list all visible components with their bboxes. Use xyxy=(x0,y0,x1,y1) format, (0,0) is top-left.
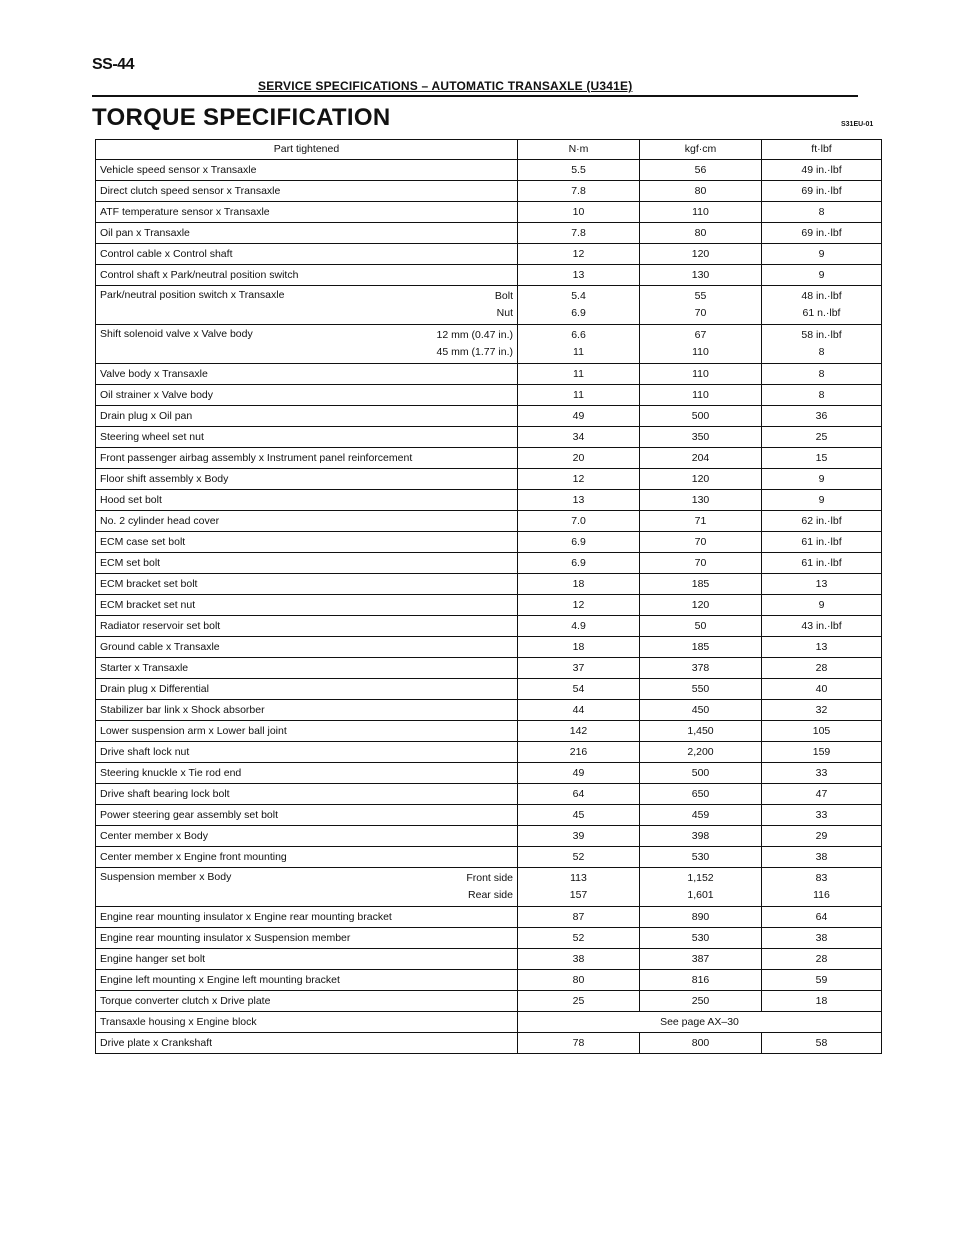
table-row xyxy=(96,511,882,532)
ft-value: 116 xyxy=(813,889,830,901)
nm-cell: 80 xyxy=(518,970,640,991)
nm-cell: 78 xyxy=(518,1033,640,1054)
kgf-cell: 185 xyxy=(640,574,762,595)
ft-cell: 38 xyxy=(762,847,882,868)
nm-value: 5.4 xyxy=(571,290,586,302)
nm-cell: 18 xyxy=(518,574,640,595)
part-variant: Rear side xyxy=(468,889,513,901)
nm-cell: 39 xyxy=(518,826,640,847)
table-row xyxy=(96,406,882,427)
ft-cell xyxy=(762,325,882,364)
torque-spec-table xyxy=(95,139,882,1054)
nm-cell: 12 xyxy=(518,244,640,265)
table-row xyxy=(96,181,882,202)
nm-value: 11 xyxy=(573,346,584,358)
part-cell: Stabilizer bar link x Shock absorber xyxy=(96,700,518,721)
running-head: SERVICE SPECIFICATIONS – AUTOMATIC TRANSAXLE (U341E) xyxy=(258,79,633,93)
table-row xyxy=(96,1012,882,1033)
table-row xyxy=(96,595,882,616)
kgf-cell: 56 xyxy=(640,160,762,181)
nm-cell: 44 xyxy=(518,700,640,721)
header-ft: ft·lbf xyxy=(762,140,882,160)
part-cell: Radiator reservoir set bolt xyxy=(96,616,518,637)
part-cell: Drive shaft lock nut xyxy=(96,742,518,763)
ft-cell: 28 xyxy=(762,658,882,679)
kgf-cell: 530 xyxy=(640,928,762,949)
see-reference-cell: See page AX–30 xyxy=(518,1012,882,1033)
table-row xyxy=(96,679,882,700)
nm-cell: 13 xyxy=(518,490,640,511)
kgf-cell: 378 xyxy=(640,658,762,679)
part-cell: Valve body x Transaxle xyxy=(96,364,518,385)
nm-cell: 54 xyxy=(518,679,640,700)
ft-cell: 29 xyxy=(762,826,882,847)
part-cell: ATF temperature sensor x Transaxle xyxy=(96,202,518,223)
part-cell: Torque converter clutch x Drive plate xyxy=(96,991,518,1012)
ft-cell: 40 xyxy=(762,679,882,700)
nm-cell: 38 xyxy=(518,949,640,970)
table-header-row xyxy=(96,140,882,160)
ft-cell: 38 xyxy=(762,928,882,949)
ft-cell: 15 xyxy=(762,448,882,469)
part-cell: Front passenger airbag assembly x Instrument panel reinforcement xyxy=(96,448,518,469)
part-cell: Oil pan x Transaxle xyxy=(96,223,518,244)
kgf-cell: 130 xyxy=(640,265,762,286)
part-cell: Steering wheel set nut xyxy=(96,427,518,448)
table-row xyxy=(96,721,882,742)
part-cell: Direct clutch speed sensor x Transaxle xyxy=(96,181,518,202)
kgf-cell: 530 xyxy=(640,847,762,868)
part-name: Suspension member x Body xyxy=(100,871,232,883)
part-cell: Floor shift assembly x Body xyxy=(96,469,518,490)
nm-cell: 7.8 xyxy=(518,181,640,202)
part-cell: Power steering gear assembly set bolt xyxy=(96,805,518,826)
part-cell: Control shaft x Park/neutral position switch xyxy=(96,265,518,286)
nm-cell: 20 xyxy=(518,448,640,469)
table-row xyxy=(96,949,882,970)
header-kgf: kgf·cm xyxy=(640,140,762,160)
ft-cell: 61 in.·lbf xyxy=(762,532,882,553)
kgf-cell: 70 xyxy=(640,553,762,574)
table-row xyxy=(96,202,882,223)
part-cell: No. 2 cylinder head cover xyxy=(96,511,518,532)
table-row xyxy=(96,385,882,406)
kgf-value: 70 xyxy=(694,307,707,319)
kgf-cell: 350 xyxy=(640,427,762,448)
kgf-cell: 80 xyxy=(640,181,762,202)
ft-cell: 9 xyxy=(762,490,882,511)
nm-cell: 25 xyxy=(518,991,640,1012)
ft-cell: 25 xyxy=(762,427,882,448)
nm-cell: 11 xyxy=(518,385,640,406)
part-cell: Hood set bolt xyxy=(96,490,518,511)
header-nm: N·m xyxy=(518,140,640,160)
part-variant: Bolt xyxy=(494,290,513,302)
part-variant: 12 mm (0.47 in.) xyxy=(436,329,513,341)
part-variant: 45 mm (1.77 in.) xyxy=(436,346,513,358)
nm-value: 6.6 xyxy=(571,329,586,341)
kgf-cell: 110 xyxy=(640,202,762,223)
nm-cell xyxy=(518,868,640,907)
kgf-cell: 80 xyxy=(640,223,762,244)
nm-cell: 6.9 xyxy=(518,553,640,574)
table-row xyxy=(96,469,882,490)
kgf-cell: 110 xyxy=(640,364,762,385)
part-cell xyxy=(96,286,518,325)
ft-value: 58 in.·lbf xyxy=(801,329,842,341)
part-cell: Oil strainer x Valve body xyxy=(96,385,518,406)
ft-cell: 36 xyxy=(762,406,882,427)
nm-cell: 34 xyxy=(518,427,640,448)
table-row xyxy=(96,1033,882,1054)
part-cell: Ground cable x Transaxle xyxy=(96,637,518,658)
nm-cell: 11 xyxy=(518,364,640,385)
kgf-cell: 130 xyxy=(640,490,762,511)
part-cell: Engine left mounting x Engine left mounting bracket xyxy=(96,970,518,991)
kgf-cell: 650 xyxy=(640,784,762,805)
kgf-cell: 459 xyxy=(640,805,762,826)
ft-cell: 69 in.·lbf xyxy=(762,181,882,202)
table-row xyxy=(96,700,882,721)
kgf-cell: 550 xyxy=(640,679,762,700)
ft-cell xyxy=(762,286,882,325)
table-row xyxy=(96,784,882,805)
ft-cell: 9 xyxy=(762,469,882,490)
kgf-cell: 120 xyxy=(640,244,762,265)
ft-cell: 8 xyxy=(762,202,882,223)
part-variant: Nut xyxy=(496,307,513,319)
reference-code: S31EU-01 xyxy=(841,121,874,128)
table-row xyxy=(96,763,882,784)
nm-cell: 7.8 xyxy=(518,223,640,244)
ft-cell: 49 in.·lbf xyxy=(762,160,882,181)
table-row xyxy=(96,847,882,868)
ft-cell: 13 xyxy=(762,574,882,595)
kgf-cell: 120 xyxy=(640,469,762,490)
table-row xyxy=(96,553,882,574)
part-cell: Engine rear mounting insulator x Suspension member xyxy=(96,928,518,949)
kgf-cell xyxy=(640,286,762,325)
page-title: TORQUE SPECIFICATION xyxy=(92,104,391,131)
kgf-cell: 890 xyxy=(640,907,762,928)
ft-cell: 62 in.·lbf xyxy=(762,511,882,532)
part-cell: ECM set bolt xyxy=(96,553,518,574)
part-name: Shift solenoid valve x Valve body xyxy=(100,328,253,340)
table-row xyxy=(96,637,882,658)
kgf-value: 1,152 xyxy=(687,872,714,884)
table-row xyxy=(96,265,882,286)
ft-cell: 9 xyxy=(762,265,882,286)
nm-cell xyxy=(518,286,640,325)
nm-cell: 13 xyxy=(518,265,640,286)
ft-cell: 69 in.·lbf xyxy=(762,223,882,244)
ft-value: 61 n.·lbf xyxy=(802,307,841,319)
table-row xyxy=(96,427,882,448)
kgf-cell: 70 xyxy=(640,532,762,553)
kgf-cell: 50 xyxy=(640,616,762,637)
nm-cell: 12 xyxy=(518,595,640,616)
table-row xyxy=(96,805,882,826)
ft-cell: 28 xyxy=(762,949,882,970)
nm-cell: 45 xyxy=(518,805,640,826)
part-cell: Drive plate x Crankshaft xyxy=(96,1033,518,1054)
nm-cell: 7.0 xyxy=(518,511,640,532)
ft-cell: 159 xyxy=(762,742,882,763)
ft-cell: 61 in.·lbf xyxy=(762,553,882,574)
part-cell xyxy=(96,868,518,907)
ft-cell: 59 xyxy=(762,970,882,991)
table-row xyxy=(96,742,882,763)
kgf-value: 67 xyxy=(694,329,707,341)
kgf-cell: 204 xyxy=(640,448,762,469)
ft-cell: 33 xyxy=(762,805,882,826)
table-row xyxy=(96,244,882,265)
part-cell xyxy=(96,325,518,364)
ft-value: 8 xyxy=(818,346,825,358)
kgf-cell: 1,450 xyxy=(640,721,762,742)
ft-cell: 9 xyxy=(762,595,882,616)
nm-cell: 49 xyxy=(518,406,640,427)
table-row xyxy=(96,286,882,325)
part-cell: Engine rear mounting insulator x Engine rear mounting bracket xyxy=(96,907,518,928)
part-cell: Engine hanger set bolt xyxy=(96,949,518,970)
nm-cell: 216 xyxy=(518,742,640,763)
nm-cell: 142 xyxy=(518,721,640,742)
kgf-cell: 800 xyxy=(640,1033,762,1054)
nm-value: 113 xyxy=(570,872,587,884)
part-cell: Transaxle housing x Engine block xyxy=(96,1012,518,1033)
table-row xyxy=(96,928,882,949)
table-row xyxy=(96,364,882,385)
table-row xyxy=(96,160,882,181)
table-row xyxy=(96,532,882,553)
ft-cell: 18 xyxy=(762,991,882,1012)
part-cell: Center member x Body xyxy=(96,826,518,847)
table-body xyxy=(96,160,882,1054)
part-cell: Center member x Engine front mounting xyxy=(96,847,518,868)
kgf-cell: 500 xyxy=(640,763,762,784)
part-cell: Lower suspension arm x Lower ball joint xyxy=(96,721,518,742)
nm-cell: 37 xyxy=(518,658,640,679)
nm-cell: 6.9 xyxy=(518,532,640,553)
ft-cell: 32 xyxy=(762,700,882,721)
kgf-value: 55 xyxy=(694,290,707,302)
table-row xyxy=(96,991,882,1012)
ft-cell xyxy=(762,868,882,907)
ft-cell: 13 xyxy=(762,637,882,658)
ft-cell: 9 xyxy=(762,244,882,265)
page-number: SS-44 xyxy=(92,56,134,73)
kgf-cell: 2,200 xyxy=(640,742,762,763)
kgf-cell xyxy=(640,325,762,364)
nm-cell xyxy=(518,325,640,364)
ft-value: 83 xyxy=(815,872,828,884)
nm-cell: 87 xyxy=(518,907,640,928)
table-row xyxy=(96,223,882,244)
nm-cell: 52 xyxy=(518,928,640,949)
ft-cell: 105 xyxy=(762,721,882,742)
part-cell: ECM bracket set bolt xyxy=(96,574,518,595)
table-row xyxy=(96,448,882,469)
table-row xyxy=(96,658,882,679)
part-cell: Starter x Transaxle xyxy=(96,658,518,679)
ft-cell: 8 xyxy=(762,364,882,385)
nm-cell: 5.5 xyxy=(518,160,640,181)
part-cell: Drain plug x Oil pan xyxy=(96,406,518,427)
kgf-cell: 450 xyxy=(640,700,762,721)
part-cell: Vehicle speed sensor x Transaxle xyxy=(96,160,518,181)
kgf-value: 1,601 xyxy=(687,889,714,901)
kgf-cell: 500 xyxy=(640,406,762,427)
kgf-cell: 71 xyxy=(640,511,762,532)
nm-cell: 49 xyxy=(518,763,640,784)
table-row xyxy=(96,970,882,991)
nm-value: 6.9 xyxy=(571,307,586,319)
kgf-cell: 250 xyxy=(640,991,762,1012)
part-name: Park/neutral position switch x Transaxle xyxy=(100,289,285,301)
header-rule xyxy=(92,95,858,97)
table-row xyxy=(96,616,882,637)
table-row xyxy=(96,574,882,595)
ft-cell: 64 xyxy=(762,907,882,928)
nm-cell: 4.9 xyxy=(518,616,640,637)
nm-cell: 10 xyxy=(518,202,640,223)
nm-cell: 12 xyxy=(518,469,640,490)
table-row xyxy=(96,490,882,511)
kgf-cell: 387 xyxy=(640,949,762,970)
part-variant: Front side xyxy=(466,872,513,884)
part-cell: Steering knuckle x Tie rod end xyxy=(96,763,518,784)
table-row xyxy=(96,325,882,364)
part-cell: ECM bracket set nut xyxy=(96,595,518,616)
part-cell: Drive shaft bearing lock bolt xyxy=(96,784,518,805)
part-cell: ECM case set bolt xyxy=(96,532,518,553)
table-row xyxy=(96,868,882,907)
ft-cell: 58 xyxy=(762,1033,882,1054)
kgf-cell: 816 xyxy=(640,970,762,991)
kgf-cell: 110 xyxy=(640,385,762,406)
kgf-cell: 185 xyxy=(640,637,762,658)
kgf-value: 110 xyxy=(692,346,709,358)
table-row xyxy=(96,907,882,928)
kgf-cell xyxy=(640,868,762,907)
part-cell: Control cable x Control shaft xyxy=(96,244,518,265)
nm-cell: 52 xyxy=(518,847,640,868)
ft-cell: 8 xyxy=(762,385,882,406)
header-part: Part tightened xyxy=(96,140,518,160)
nm-cell: 18 xyxy=(518,637,640,658)
kgf-cell: 398 xyxy=(640,826,762,847)
ft-cell: 33 xyxy=(762,763,882,784)
part-cell: Drain plug x Differential xyxy=(96,679,518,700)
ft-cell: 47 xyxy=(762,784,882,805)
nm-value: 157 xyxy=(569,889,588,901)
table-row xyxy=(96,826,882,847)
kgf-cell: 120 xyxy=(640,595,762,616)
ft-value: 48 in.·lbf xyxy=(801,290,842,302)
nm-cell: 64 xyxy=(518,784,640,805)
ft-cell: 43 in.·lbf xyxy=(762,616,882,637)
